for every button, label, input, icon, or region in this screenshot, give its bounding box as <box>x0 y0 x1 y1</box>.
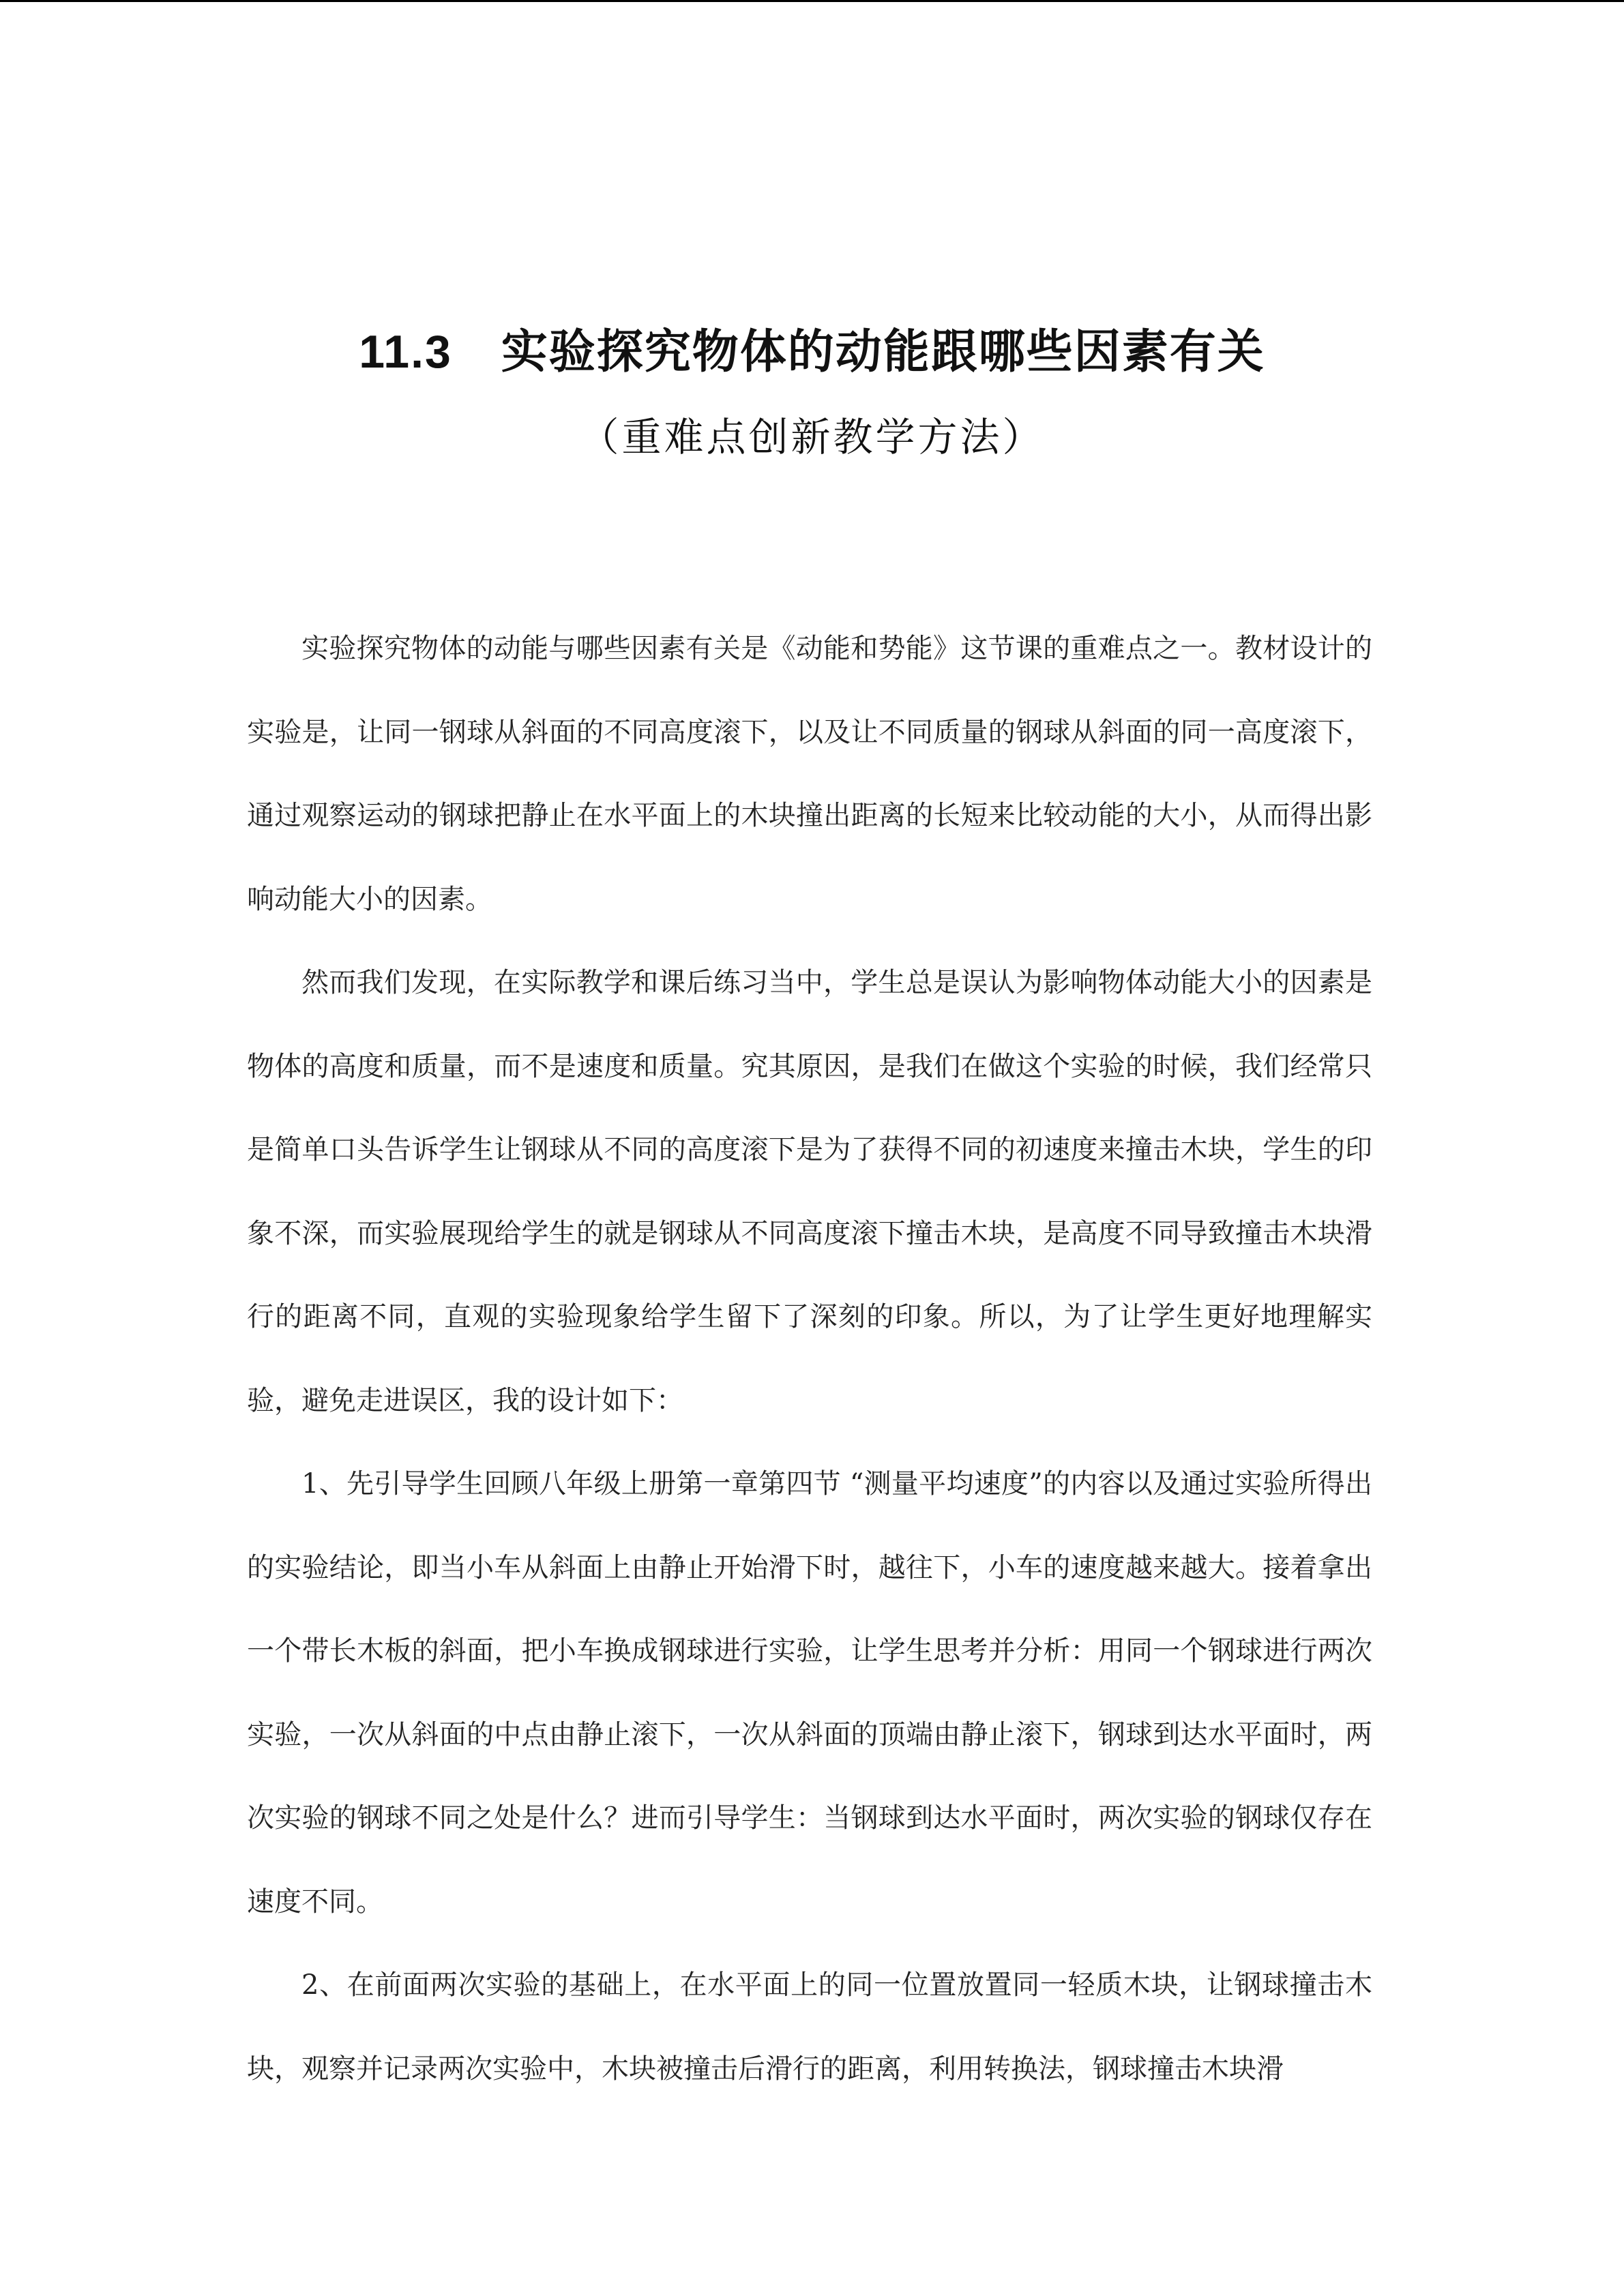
document-subtitle: （重难点创新教学方法） <box>579 414 1045 460</box>
title-text: 实验探究物体的动能跟哪些因素有关 <box>501 324 1265 379</box>
section-number: 11.3 <box>359 325 452 378</box>
page-top-border <box>0 0 1624 2</box>
paragraph-step-2: 2、在前面两次实验的基础上，在水平面上的同一位置放置同一轻质木块，让钢球撞击木块，观察并记录两次实验中，木块被撞击后滑行的距离，利用转换法，钢球撞击木块滑 <box>247 1969 1372 2085</box>
document-title <box>0 318 1624 386</box>
document-body <box>247 607 1372 2111</box>
paragraph-problem: 然而我们发现，在实际教学和课后练习当中，学生总是误认为影响物体动能大小的因素是物体的高度和质量，而不是速度和质量。究其原因，是我们在做这个实验的时候，我们经常只是简单口头告诉学生让钢球从不同的高度滚下是为了获得不同的初速度来撞击木块，学生的印象不深，而实验展现给学生的就是钢球从不同高度滚下撞击木块，是高度不同导致撞击木块滑行的距离不同，直观的实验现象给学生留下了深刻的印象。所以，为了让学生更好地理解实验，避免走进误区，我的设计如下： <box>247 967 1372 1416</box>
paragraph-intro: 实验探究物体的动能与哪些因素有关是《动能和势能》这节课的重难点之一。教材设计的实验是，让同一钢球从斜面的不同高度滚下，以及让不同质量的钢球从斜面的同一高度滚下，通过观察运动的钢球把静止在水平面上的木块撞出距离的长短来比较动能的大小，从而得出影响动能大小的因素。 <box>247 633 1372 915</box>
paragraph-step-1: 1、先引导学生回顾八年级上册第一章第四节 “测量平均速度”的内容以及通过实验所得出的实验结论，即当小车从斜面上由静止开始滑下时，越往下，小车的速度越来越大。接着拿出一个带长木板的斜面，把小车换成钢球进行实验，让学生思考并分析：用同一个钢球进行两次实验，一次从斜面的中点由静止滚下，一次从斜面的顶端由静止滚下，钢球到达水平面时，两次实验的钢球不同之处是什么？进而引导学生：当钢球到达水平面时，两次实验的钢球仅存在速度不同。 <box>247 1468 1372 1918</box>
